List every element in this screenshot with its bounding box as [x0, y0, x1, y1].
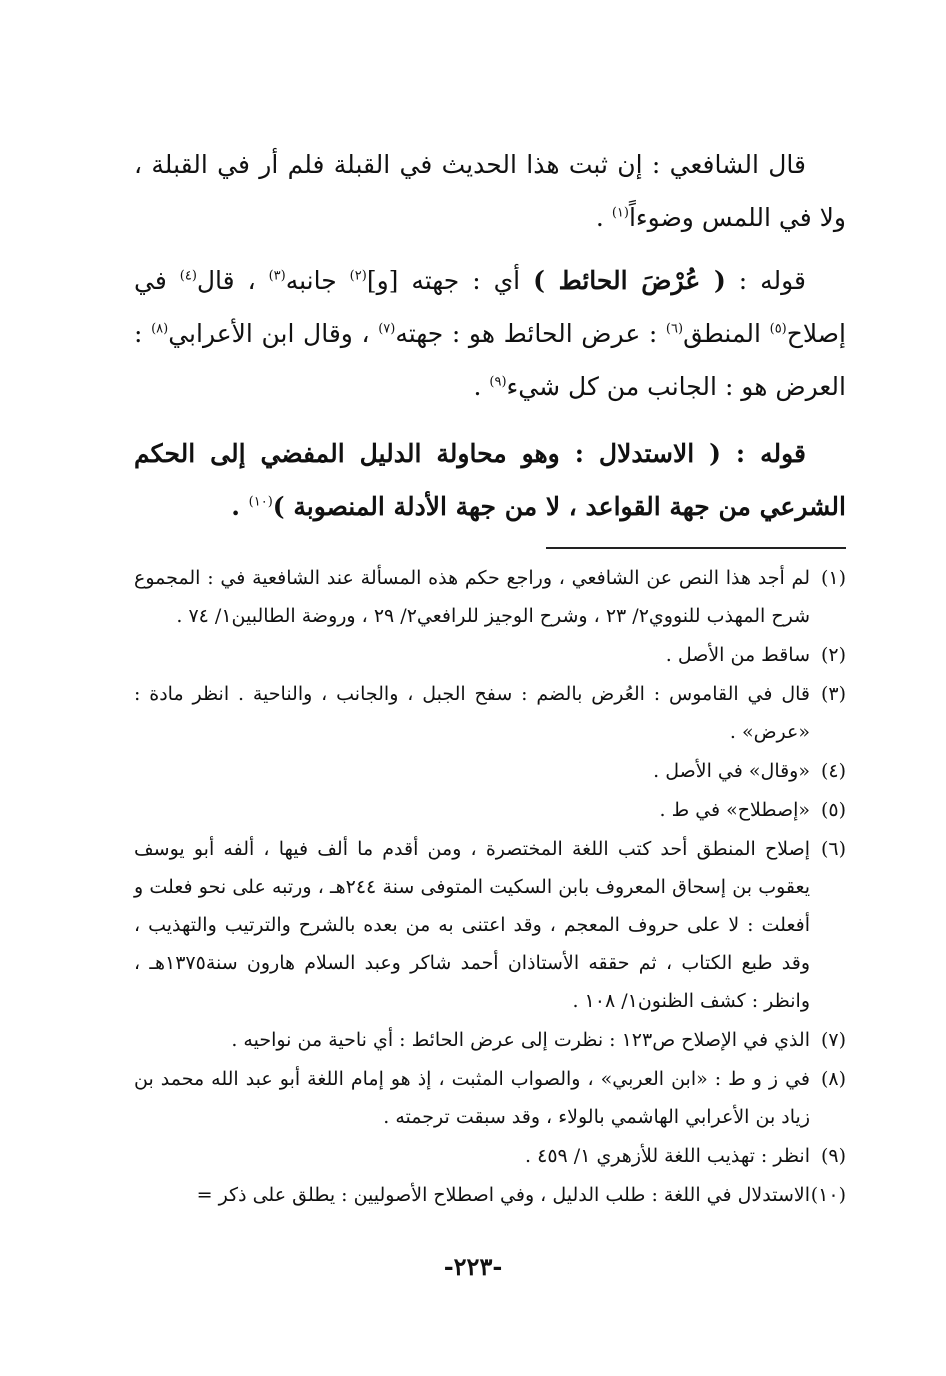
paragraph-part-d: في إصلاح	[134, 266, 846, 348]
footnote-text: ساقط من الأصل .	[665, 644, 810, 666]
paragraph-part-g: ، وقال ابن الأعرابي	[168, 319, 379, 348]
footnote-7	[134, 1021, 846, 1059]
footnote-text: إصلاح المنطق أحد كتب اللغة المختصرة ، ومن أقدم ما ألف فيها ، ألفه أبو يوسف يعقوب بن إسحاق المعروف بابن السكيت المتوفى سنة ٢٤٤هـ ، ورتبه على نحو فعلت و أفعلت : لا على حروف المعجم ، وقد اعتنى به من بعده بالشرح والترتيب والتهذيب ، وقد طبع الكتاب ، ثم حققه الأستاذان أحمد شاكر وعبد السلام هارون سنة١٣٧٥هـ ، وانظر : كشف الظنون١/ ١٠٨ .	[134, 838, 811, 1012]
footnote-text: الذي في الإصلاح ص١٢٣ : نظرت إلى عرض الحائط : أي ناحية من نواحيه .	[231, 1029, 810, 1051]
footnote-5	[134, 791, 846, 829]
paragraph-part-e: المنطق	[683, 319, 770, 348]
footnote-text: «إصطلاح» في ط .	[659, 799, 810, 821]
footnote-ref-5[interactable]: (٥)	[769, 321, 787, 337]
footnote-number: (١٠)	[810, 1184, 846, 1206]
footnote-4	[134, 752, 846, 790]
footnote-6	[134, 830, 846, 1020]
footnote-ref-3[interactable]: (٣)	[268, 268, 286, 284]
footnote-ref-4[interactable]: (٤)	[179, 268, 197, 284]
footnote-text: الاستدلال في اللغة : طلب الدليل ، وفي اصطلاح الأصوليين : يطلق على ذكر =	[196, 1184, 810, 1206]
paragraph-istidlal	[134, 427, 846, 533]
paragraph-lead: قوله :	[725, 266, 806, 295]
footnote-number: (٤)	[820, 760, 846, 782]
footnote-9	[134, 1137, 846, 1175]
footnotes-section	[134, 559, 846, 1214]
footnote-1	[134, 559, 846, 635]
paragraph-text: قال الشافعي : إن ثبت هذا الحديث في القبلة فلم أر في القبلة ، ولا في اللمس وضوءاً	[134, 150, 846, 232]
page-number: -٢٢٣-	[443, 1252, 503, 1281]
paragraph-ard-alhait	[134, 254, 846, 413]
footnote-ref-9[interactable]: (٩)	[489, 374, 507, 390]
footnote-ref-10[interactable]: (١٠)	[248, 494, 273, 510]
paragraph-part-h: : العرض هو : الجانب من كل شيء	[134, 319, 846, 401]
paragraph-part-a: أي : جهته [و]	[366, 266, 534, 295]
footnote-ref-7[interactable]: (٧)	[378, 321, 396, 337]
footnote-number: (١)	[820, 567, 846, 589]
footnote-3	[134, 675, 846, 751]
footnote-ref-8[interactable]: (٨)	[151, 321, 169, 337]
footnote-10	[134, 1176, 846, 1214]
footnote-text: «وقال» في الأصل .	[653, 760, 810, 782]
footnote-text: في ز و ط : «ابن العربي» ، والصواب المثبت ، إذ هو إمام اللغة أبو عبد الله محمد بن زياد بن الأعرابي الهاشمي بالولاء ، وقد سبقت ترجمته .	[134, 1068, 810, 1128]
footnote-text: انظر : تهذيب اللغة للأزهري ١/ ٤٥٩ .	[525, 1145, 810, 1167]
defined-term: ( عُرْضَ الحائط )	[533, 266, 726, 295]
footnote-number: (٦)	[820, 838, 846, 860]
footnote-ref-2[interactable]: (٢)	[349, 268, 367, 284]
paragraph-text: قوله : ( الاستدلال : وهو محاولة الدليل المفضي إلى الحكم الشرعي من جهة القواعد ، لا من جهة الأدلة المنصوبة )	[134, 439, 846, 521]
paragraph-part-f: : عرض الحائط هو : جهته	[395, 319, 666, 348]
paragraph-part-c: ، قال	[196, 266, 269, 295]
paragraph-end: .	[595, 203, 612, 232]
footnote-text: لم أجد هذا النص عن الشافعي ، وراجع حكم هذه المسألة عند الشافعية في : المجموع شرح المهذب للنووي٢/ ٢٣ ، وشرح الوجيز للرافعي٢/ ٢٩ ، وروضة الطالبين١/ ٧٤ .	[134, 567, 810, 627]
footnote-divider	[546, 547, 846, 549]
footnote-number: (٥)	[820, 799, 846, 821]
footnote-number: (٢)	[820, 644, 846, 666]
paragraph-shafii-quote	[134, 138, 846, 244]
footnote-8	[134, 1060, 846, 1136]
footnote-number: (٨)	[820, 1068, 846, 1090]
footnote-number: (٩)	[820, 1145, 846, 1167]
footnote-ref-1[interactable]: (١)	[611, 205, 629, 221]
footnote-text: قال في القاموس : العُرض بالضم : سفح الجبل ، والجانب ، والناحية . انظر مادة : «عرض» .	[134, 683, 810, 743]
paragraph-end: .	[231, 492, 249, 521]
footnote-number: (٣)	[820, 683, 846, 705]
footnote-ref-6[interactable]: (٦)	[665, 321, 684, 337]
footnote-number: (٧)	[820, 1029, 846, 1051]
paragraph-end: .	[473, 372, 490, 401]
footnote-2	[134, 636, 846, 674]
paragraph-part-b: جانبه	[285, 266, 350, 295]
